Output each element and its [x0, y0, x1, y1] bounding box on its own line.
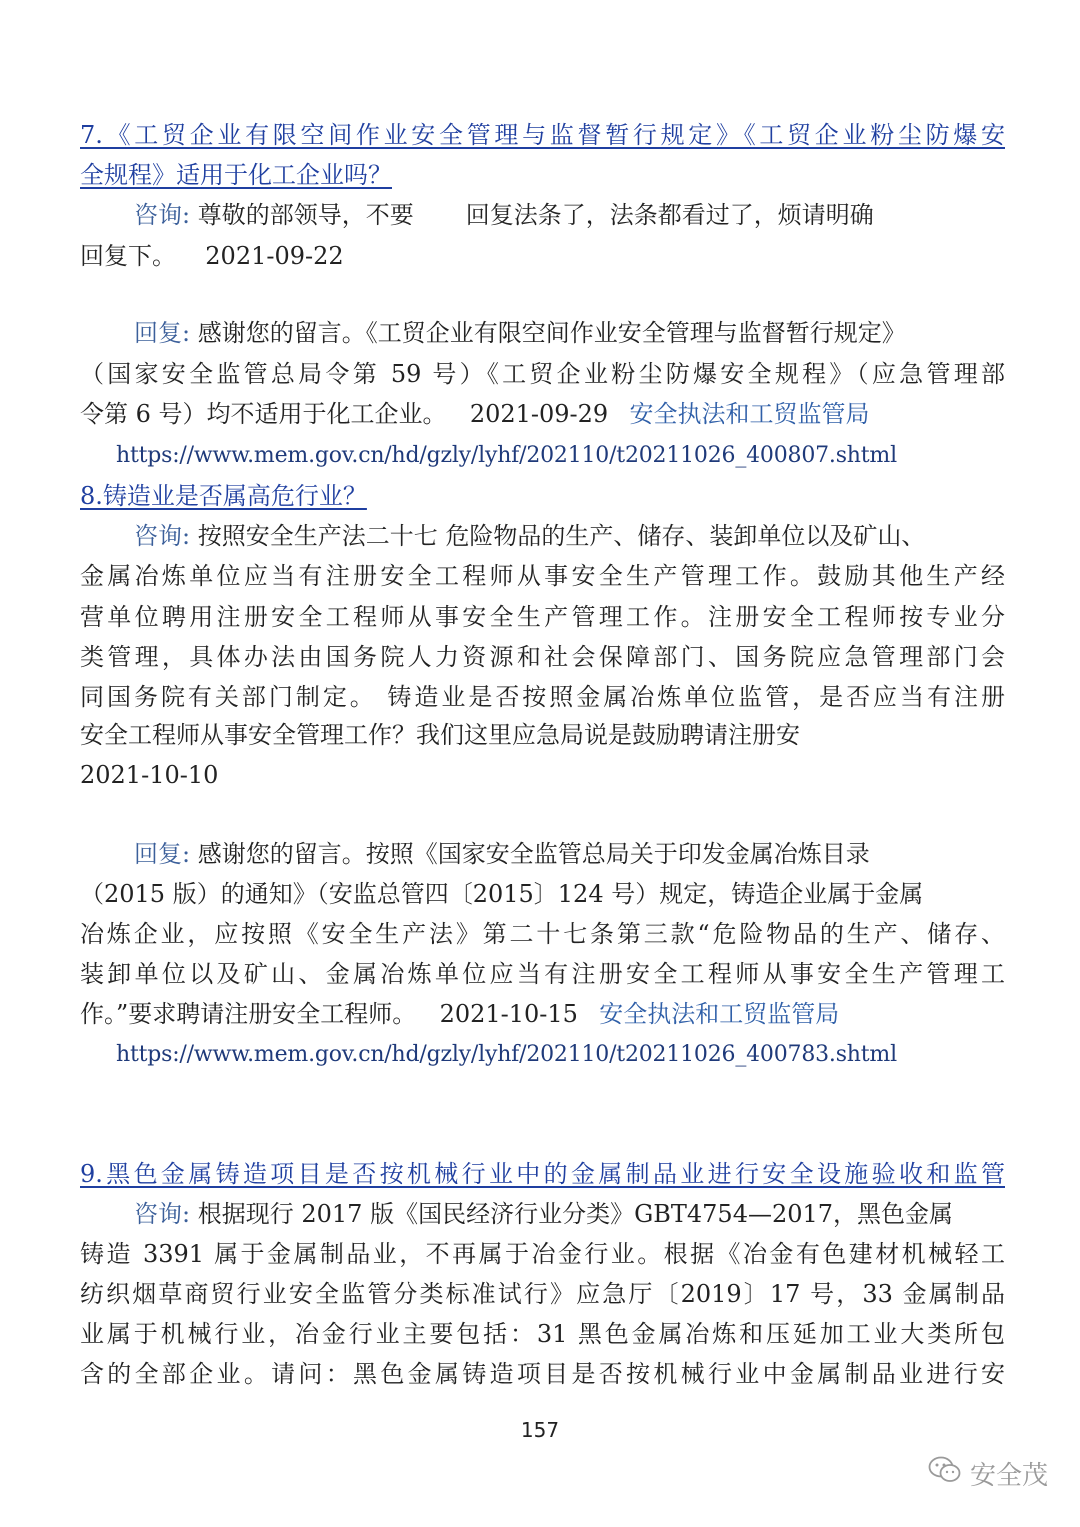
q7-reply-line-3: [80, 397, 1005, 431]
q9-title[interactable]: 9.黑色金属铸造项目是否按机械行业中的金属制品业进行安全设施验收和监管: [80, 1160, 1005, 1188]
q8-reply-label: 回复:: [134, 840, 191, 868]
q8-consult-line-2: 金属冶炼单位应当有注册安全工程师从事安全生产管理工作。鼓励其他生产经: [80, 562, 1005, 590]
q7-consult-text-a: 尊敬的部领导，不要: [197, 201, 414, 229]
watermark-text: 安全茂: [969, 1461, 1048, 1491]
q8-consult-label: 咨询:: [134, 522, 191, 550]
q7-title-line-2[interactable]: 全规程》适用于化工企业吗？: [80, 161, 392, 189]
page-number: 157: [520, 1418, 560, 1442]
q8-consult-text-1: 按照安全生产法二十七 危险物品的生产、储存、装卸单位以及矿山、: [197, 522, 926, 550]
q9-consult-line-5: 含的全部企业。请问：黑色金属铸造项目是否按机械行业中金属制品业进行安: [80, 1360, 1005, 1388]
q8-reply-line-4: 装卸单位以及矿山、金属冶炼单位应当有注册安全工程师从事安全生产管理工: [80, 960, 1005, 988]
q8-source-url[interactable]: https://www.mem.gov.cn/hd/gzly/lyhf/202110/t20211026_400783.shtml: [116, 1042, 897, 1067]
q7-consult-text-b: 回复法条了，法条都看过了，烦请明确: [465, 201, 874, 229]
q8-reply-text-5: 作。”要求聘请注册安全工程师。: [80, 1000, 417, 1028]
q8-consult-line-4: 类管理，具体办法由国务院人力资源和社会保障部门、国务院应急管理部门会: [80, 643, 1005, 671]
q7-consult-date: 2021-09-22: [205, 242, 344, 270]
q7-reply-date: 2021-09-29: [469, 400, 609, 428]
q8-consult-date: 2021-10-10: [80, 761, 219, 789]
q8-reply-line-1: [80, 837, 1005, 871]
q8-reply-line-3: 冶炼企业，应按照《安全生产法》第二十七条第三款“危险物品的生产、储存、: [80, 920, 1005, 948]
q7-consult-line-1: [80, 198, 1005, 232]
q7-reply-text-3: 令第 6 号）均不适用于化工企业。: [80, 400, 447, 428]
q8-reply-text-1: 感谢您的留言。按照《国家安全监管总局关于印发金属冶炼目录: [197, 840, 870, 868]
q8-consult-line-5: 同国务院有关部门制定。 铸造业是否按照金属冶炼单位监管，是否应当有注册: [80, 683, 1005, 711]
watermark: [928, 1455, 1048, 1492]
q8-consult-line-3: 营单位聘用注册安全工程师从事安全生产管理工作。注册安全工程师按专业分: [80, 603, 1005, 631]
q8-consult-line-1: [80, 519, 1005, 553]
q8-reply-dept: 安全执法和工贸监管局: [599, 1000, 840, 1028]
wechat-icon: [928, 1455, 962, 1492]
q7-reply-dept: 安全执法和工贸监管局: [629, 400, 870, 428]
q9-consult-line-2: 铸造 3391 属于金属制品业，不再属于冶金行业。根据《冶金有色建材机械轻工: [80, 1240, 1005, 1268]
q7-reply-line-2: （国家安全监管总局令第 59 号）《工贸企业粉尘防爆安全规程》（应急管理部: [80, 360, 1005, 388]
q7-source-url[interactable]: https://www.mem.gov.cn/hd/gzly/lyhf/202110/t20211026_400807.shtml: [116, 443, 897, 468]
q7-title-line-1[interactable]: 7.《工贸企业有限空间作业安全管理与监督暂行规定》《工贸企业粉尘防爆安: [80, 121, 1005, 149]
q7-reply-label: 回复:: [134, 319, 191, 347]
q7-consult-text-end: 回复下。: [80, 242, 176, 270]
q8-reply-line-5: [80, 997, 1005, 1031]
q9-consult-line-4: 业属于机械行业，冶金行业主要包括：31 黑色金属冶炼和压延加工业大类所包: [80, 1320, 1005, 1348]
q9-consult-label: 咨询:: [134, 1200, 191, 1228]
q8-reply-date: 2021-10-15: [439, 1000, 578, 1028]
q8-consult-line-6: 安全工程师从事安全管理工作？我们这里应急局说是鼓励聘请注册安: [80, 721, 800, 749]
q7-consult-label: 咨询:: [134, 201, 191, 229]
q9-consult-line-3: 纺织烟草商贸行业安全监管分类标准试行》应急厅〔2019〕17 号，33 金属制品: [80, 1280, 1005, 1308]
q9-consult-text-1: 根据现行 2017 版《国民经济行业分类》GBT4754—2017，黑色金属: [197, 1200, 954, 1228]
q8-title[interactable]: 8.铸造业是否属高危行业？: [80, 482, 367, 510]
q7-reply-text-1: 感谢您的留言。《工贸企业有限空间作业安全管理与监督暂行规定》: [197, 319, 906, 347]
q7-reply-line-1: [80, 316, 1005, 350]
q9-consult-line-1: [80, 1197, 1005, 1231]
q7-consult-line-2: [80, 239, 1005, 273]
q8-reply-line-2: （2015 版）的通知》（安监总管四〔2015〕124 号）规定，铸造企业属于金属: [80, 880, 924, 908]
